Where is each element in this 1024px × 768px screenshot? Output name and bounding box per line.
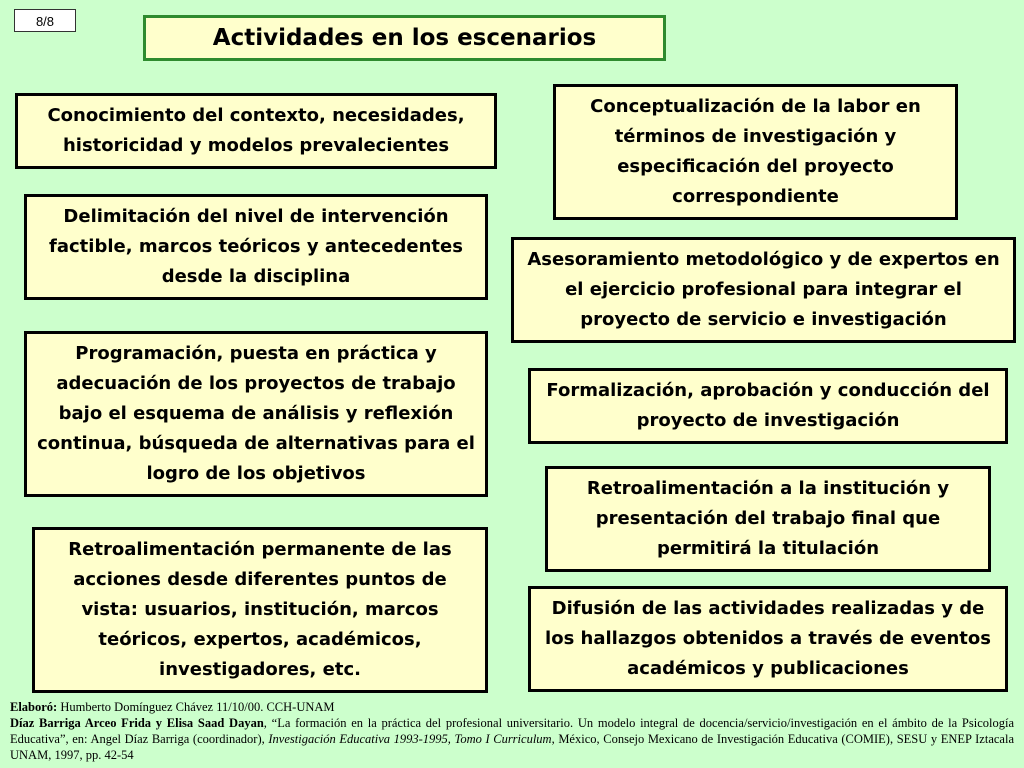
reference-text-2: , México, Consejo Mexicano de Investigación Educativa (COMIE), SESU y ENEP Iztacala UNAM, 1997, pp. 42-54 [10, 732, 1014, 762]
activity-box-dissemination: Difusión de las actividades realizadas y de los hallazgos obtenidos a través de eventos académicos y publicaciones [528, 586, 1008, 692]
reference-authors: Díaz Barriga Arceo Frida y Elisa Saad Dayan [10, 716, 264, 730]
activity-box-context: Conocimiento del contexto, necesidades, historicidad y modelos prevalecientes [15, 93, 497, 169]
activity-box-programming: Programación, puesta en práctica y adecuación de los proyectos de trabajo bajo el esquema de análisis y reflexión continua, búsqueda de alternativas para el logro de los objetivos [24, 331, 488, 497]
reference-title: Investigación Educativa 1993-1995, Tomo I Curriculum [268, 732, 552, 746]
activity-box-delimitation: Delimitación del nivel de intervención factible, marcos teóricos y antecedentes desde la disciplina [24, 194, 488, 300]
elaboro-text: Humberto Domínguez Chávez 11/10/00. CCH-UNAM [57, 700, 335, 714]
footer-citation [10, 699, 1014, 763]
footer-credit [10, 699, 1014, 715]
page-title: Actividades en los escenarios [143, 15, 666, 61]
activity-box-formalization: Formalización, aprobación y conducción del proyecto de investigación [528, 368, 1008, 444]
reference-text-1: , “La formación en la práctica del profesional universitario. Un modelo integral de docencia/servicio/investigación en el ámbito de la Psicología Educativa”, en: Angel Díaz Barriga (coordinador), [10, 716, 1014, 746]
elaboro-label: Elaboró: [10, 700, 58, 714]
activity-box-permanent-feedback: Retroalimentación permanente de las acciones desde diferentes puntos de vista: usuarios, institución, marcos teóricos, expertos, académicos, investigadores, etc. [32, 527, 488, 693]
activity-box-conceptualization: Conceptualización de la labor en términos de investigación y especificación del proyecto correspondiente [553, 84, 958, 220]
activity-box-institution-feedback: Retroalimentación a la institución y presentación del trabajo final que permitirá la titulación [545, 466, 991, 572]
activity-box-advisory: Asesoramiento metodológico y de expertos en el ejercicio profesional para integrar el proyecto de servicio e investigación [511, 237, 1016, 343]
page-number: 8/8 [14, 9, 76, 32]
footer-reference [10, 715, 1014, 763]
